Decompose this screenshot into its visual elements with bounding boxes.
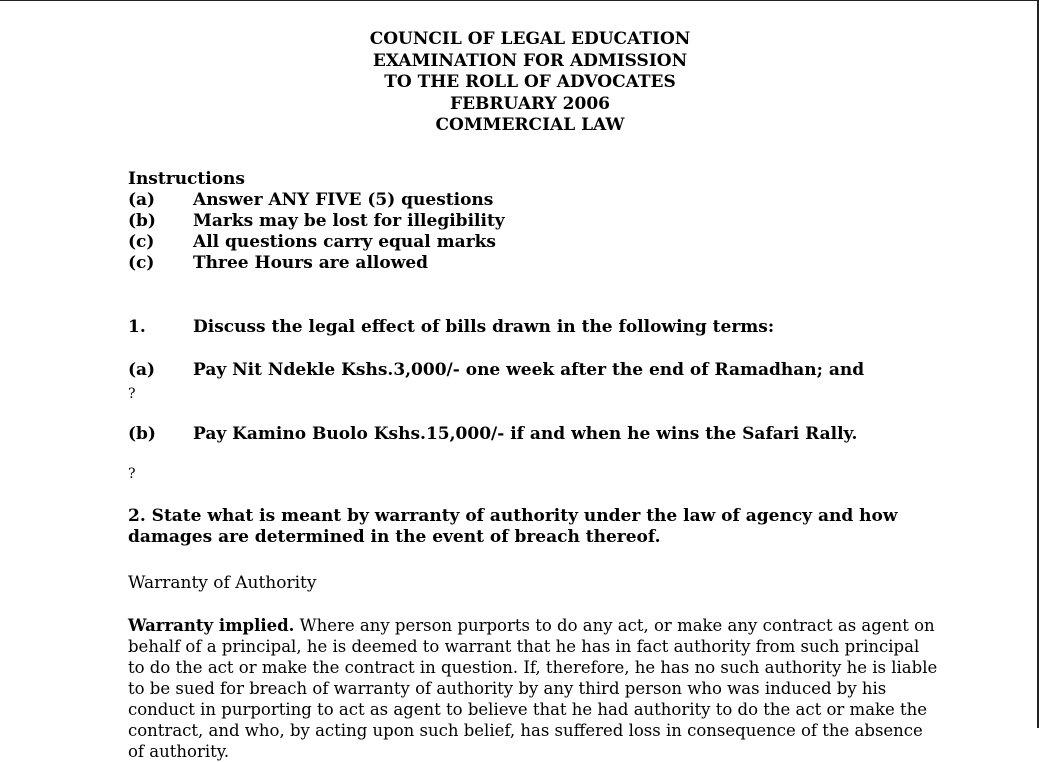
- question-1: [128, 317, 928, 483]
- header-line-roll: TO THE ROLL OF ADVOCATES: [384, 72, 676, 92]
- instruction-item: [128, 211, 928, 232]
- exam-header: [128, 29, 932, 137]
- question-mark-b: ?: [128, 465, 136, 482]
- instruction-text: All questions carry equal marks: [193, 232, 496, 253]
- part-b-label: (b): [128, 423, 156, 444]
- instruction-text: Three Hours are allowed: [193, 253, 429, 274]
- question-1-number: 1.: [128, 316, 146, 337]
- part-a-label: (a): [128, 359, 156, 380]
- paragraph-lead: Warranty implied.: [128, 615, 295, 635]
- part-a-text: Pay Nit Ndekle Kshs.3,000/- one week after the end of Ramadhan; and: [193, 359, 865, 380]
- question-2: 2. State what is meant by warranty of authority under the law of agency and how damages are determined in the event of breach thereof.: [128, 505, 898, 547]
- header-line-subject: COMMERCIAL LAW: [435, 115, 625, 135]
- question-1-stem: [128, 317, 928, 338]
- instruction-label: (a): [128, 189, 156, 210]
- page-top-border: [0, 0, 1039, 1]
- instructions-title: Instructions: [128, 168, 245, 189]
- question-1-part-a: [128, 360, 928, 381]
- question-1-text: Discuss the legal effect of bills drawn in the following terms:: [193, 316, 775, 337]
- part-b-text: Pay Kamino Buolo Kshs.15,000/- if and when he wins the Safari Rally.: [193, 423, 858, 444]
- section-heading: Warranty of Authority: [128, 572, 317, 593]
- header-line-council: COUNCIL OF LEGAL EDUCATION: [369, 29, 691, 49]
- instruction-label: (c): [128, 232, 155, 253]
- question-mark-a: ?: [128, 385, 136, 402]
- section-paragraph: [128, 615, 938, 762]
- header-line-date: FEBRUARY 2006: [450, 93, 610, 114]
- instruction-label: (b): [128, 210, 156, 231]
- instruction-label: (c): [128, 253, 155, 274]
- instruction-text: Answer ANY FIVE (5) questions: [193, 189, 494, 210]
- instructions-block: [128, 169, 928, 275]
- paragraph-body: Where any person purports to do any act, or make any contract as agent on behalf of a principal, he is deemed to warrant that he has in fact authority from such principal to do the act or make the contract in question. If, therefore, he has no such authority he is liable to be sued for breach of warranty of authority by any third person who was induced by his conduct in purporting to act as agent to believe that he had authority to do the act or make the contract, and who, by acting upon such belief, has suffered loss in consequence of the absence of authority.: [128, 615, 938, 761]
- document-page: [128, 29, 938, 762]
- header-line-examination: EXAMINATION FOR ADMISSION: [372, 50, 688, 71]
- question-1-part-b: [128, 424, 928, 445]
- instruction-text: Marks may be lost for illegibility: [193, 210, 505, 231]
- instruction-item: [128, 253, 928, 274]
- instruction-item: [128, 232, 928, 253]
- instruction-item: [128, 190, 928, 211]
